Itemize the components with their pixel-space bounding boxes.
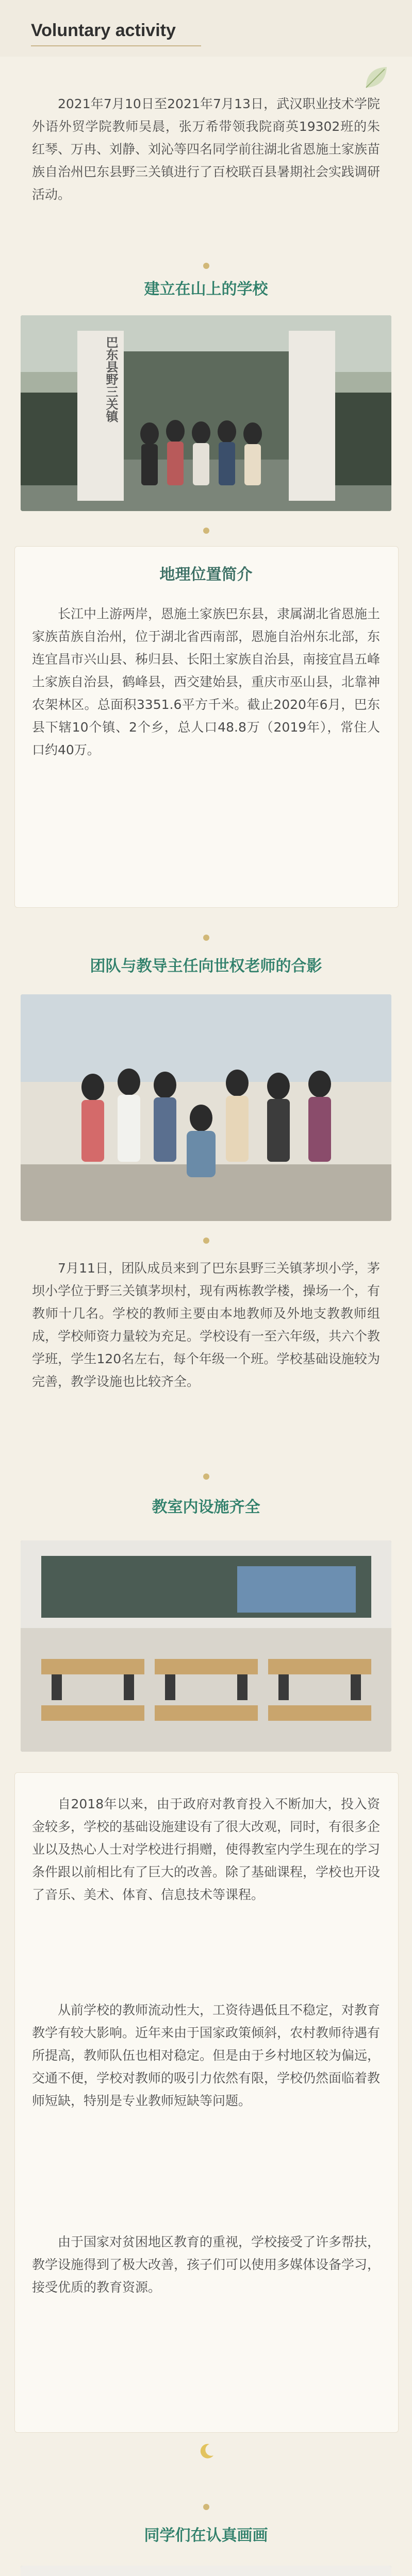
drawing-photo	[21, 2566, 391, 2576]
school-sign: 巴东县野三关镇	[104, 336, 119, 422]
section-title-school: 建立在山上的学校	[144, 280, 268, 298]
moon-icon	[197, 2442, 216, 2461]
section-dot	[203, 263, 209, 269]
section-dot	[203, 2504, 209, 2510]
section-dot	[203, 1238, 209, 1244]
section-title-classroom: 教室内设施齐全	[152, 1498, 260, 1516]
intro-paragraph: 2021年7月10日至2021年7月13日，武汉职业技术学院外语外贸学院教师吴晨，张万希带领我院商英19302班的朱红琴、万冉、刘静、刘沁等四名同学前往湖北省恩施土家族苗族自治州巴东县野三关镇进行了百校联百县暑期社会实践调研活动。	[32, 96, 381, 202]
section-title-team-photo: 团队与教导主任向世权老师的合影	[90, 957, 322, 975]
section-dot	[203, 528, 209, 534]
section-title-drawing: 同学们在认真画画	[144, 2527, 268, 2545]
page-title: Voluntary activity	[31, 21, 176, 40]
team-photo	[21, 994, 391, 1221]
geo-paragraph: 长江中上游两岸，恩施土家族巴东县，隶属湖北省恩施土家族苗族自治州，位于湖北省西南部，恩施自治州东北部，东连宜昌市兴山县、秭归县、长阳土家族自治县，南接宜昌五峰土家族自治县，鹤峰县，西交建始县，重庆市巫山县，北靠神农架林区。总面积3351.6平方千米。截止2020年6月，巴东县下辖10个镇、2个乡，总人口48.8万（2019年），常住人口约40万。	[32, 606, 381, 757]
section-title-geo: 地理位置简介	[159, 566, 253, 584]
classroom-photo	[21, 1540, 391, 1752]
section-dot	[203, 935, 209, 941]
title-underline	[31, 45, 201, 46]
support-paragraph: 由于国家对贫困地区教育的重视，学校接受了许多帮扶，教学设施得到了极大改善，孩子们可以使用多媒体设备学习，接受优质的教育资源。	[32, 2234, 381, 2295]
teacher-paragraph: 从前学校的教师流动性大，工资待遇低且不稳定，对教育教学有较大影响。近年来由于国家政策倾斜，农村教师待遇有所提高，教师队伍也相对稳定。但是由于乡村地区较为偏远，交通不便，学校对教师的吸引力依然有限，学校仍然面临着教师短缺，特别是专业教师短缺等问题。	[32, 2003, 381, 2108]
school-intro-paragraph: 7月11日，团队成员来到了巴东县野三关镇茅坝小学，茅坝小学位于野三关镇茅坝村，现有两栋教学楼，操场一个，有教师十几名。学校的教师主要由本地教师及外地支教教师组成，学校师资力量较为充足。学校设有一至六年级，共六个教学班，学生120名左右，每个年级一个班。学校基础设施较为完善，教学设施也比较齐全。	[32, 1261, 381, 1389]
leaf-icon	[361, 62, 392, 95]
school-gate-photo	[21, 315, 391, 511]
section-dot	[203, 1473, 209, 1480]
facility-paragraph: 自2018年以来，由于政府对教育投入不断加大，投入资金较多，学校的基础设施建设有了很大改观，同时，有很多企业以及热心人士对学校进行捐赠，使得教室内学生现在的学习条件跟以前相比有了巨大的改善。除了基础课程，学校也开设了音乐、美术、体育、信息技术等课程。	[32, 1797, 381, 1902]
